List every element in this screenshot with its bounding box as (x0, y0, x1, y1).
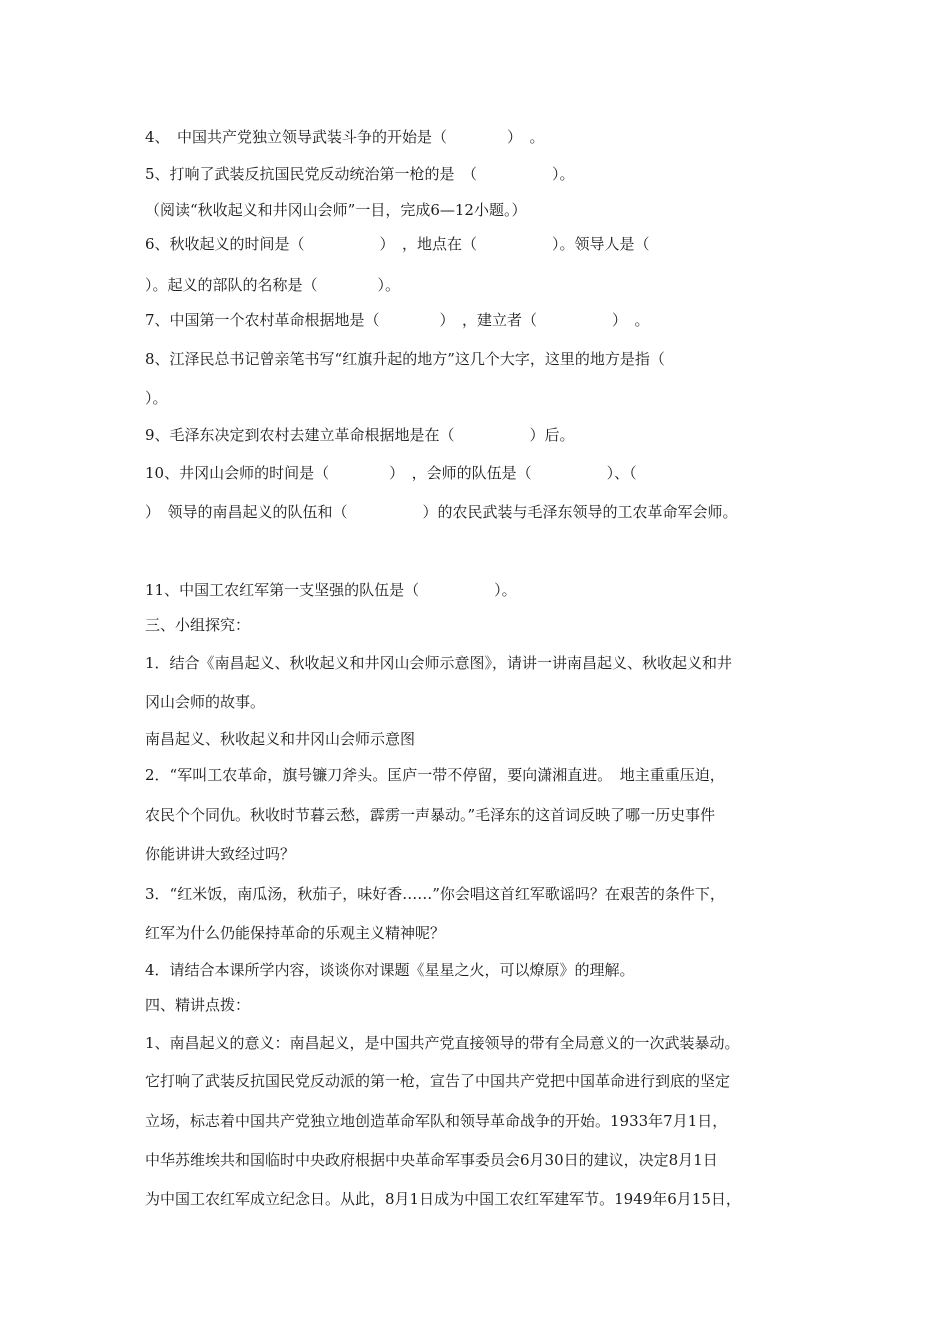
q6-line-1: 6、秋收起义的时间是（ ） ，地点在（ ）。领导人是（ (145, 235, 650, 253)
q10-line-1: 10、井冈山会师的时间是（ ） ，会师的队伍是（ ）、（ (145, 464, 637, 482)
task-2-line-2: 农民个个同仇。秋收时节暮云愁，霹雳一声暴动。”毛泽东的这首词反映了哪一历史事件 (145, 806, 716, 824)
q8-line-1: 8、江泽民总书记曾亲笔书写“红旗升起的地方”这几个大字，这里的地方是指（ (145, 350, 665, 368)
task-1-line-1: 1．结合《南昌起义、秋收起义和井冈山会师示意图》，请讲一讲南昌起义、秋收起义和井 (145, 654, 733, 672)
q7-line: 7、中国第一个农村革命根据地是（ ） ，建立者（ ） 。 (145, 311, 650, 329)
reading-instruction: （阅读“秋收起义和井冈山会师”一目，完成6—12小题。） (145, 201, 527, 219)
explain-1-line-2: 它打响了武装反抗国民党反动派的第一枪，宣告了中国共产党把中国革命进行到底的坚定 (145, 1072, 731, 1090)
q4-line: 4、 中国共产党独立领导武装斗争的开始是（ ） 。 (145, 128, 545, 146)
section-4-heading: 四、精讲点拨： (145, 996, 251, 1014)
explain-1-line-1: 1、南昌起义的意义：南昌起义，是中国共产党直接领导的带有全局意义的一次武装暴动。 (145, 1034, 740, 1052)
section-3-heading: 三、小组探究： (145, 616, 251, 634)
q9-line: 9、毛泽东决定到农村去建立革命根据地是在（ ）后。 (145, 426, 575, 444)
q11-line: 11、中国工农红军第一支坚强的队伍是（ ）。 (145, 581, 517, 599)
explain-1-line-5: 为中国工农红军成立纪念日。从此，8月1日成为中国工农红军建军节。1949年6月15日， (145, 1190, 741, 1208)
q6-line-2: ）。起义的部队的名称是（ ）。 (145, 276, 401, 294)
q8-line-2: ）。 (145, 389, 168, 407)
task-2-line-1: 2．“军叫工农革命，旗号镰刀斧头。匡庐一带不停留，要向潇湘直进。 地主重重压迫， (145, 766, 725, 784)
task-2-line-3: 你能讲讲大致经过吗？ (145, 845, 296, 863)
task-4-line: 4．请结合本课所学内容，谈谈你对课题《星星之火，可以燎原》的理解。 (145, 961, 635, 979)
task-1-line-2: 冈山会师的故事。 (145, 693, 266, 711)
q5-line: 5、打响了武装反抗国民党反动统治第一枪的是 （ ）。 (145, 165, 575, 183)
explain-1-line-3: 立场，标志着中国共产党独立地创造革命军队和领导革命战争的开始。1933年7月1日， (145, 1112, 728, 1130)
q10-line-2: ） 领导的南昌起义的队伍和（ ）的农民武装与毛泽东领导的工农革命军会师。 (145, 503, 738, 521)
explain-1-line-4: 中华苏维埃共和国临时中央政府根据中央革命军事委员会6月30日的建议，决定8月1日 (145, 1151, 718, 1169)
task-3-line-2: 红军为什么仍能保持革命的乐观主义精神呢？ (145, 924, 446, 942)
map-caption: 南昌起义、秋收起义和井冈山会师示意图 (145, 730, 416, 748)
task-3-line-1: 3．“红米饭，南瓜汤，秋茄子，味好香……”你会唱这首红军歌谣吗？在艰苦的条件下， (145, 885, 725, 903)
